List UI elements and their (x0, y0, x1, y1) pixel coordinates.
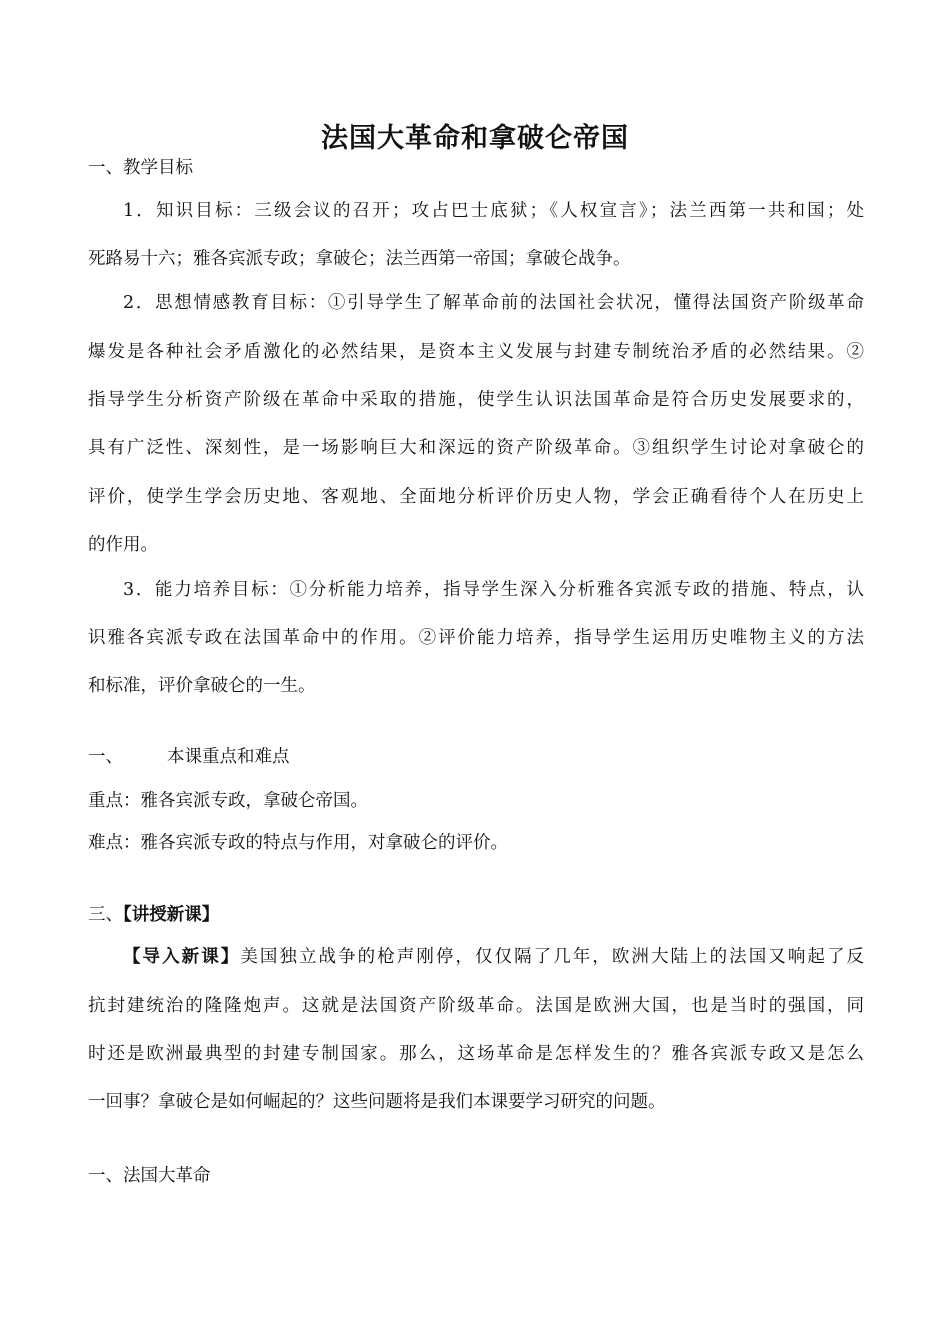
paragraph-line: 和标准，评价拿破仑的一生。 (88, 676, 316, 696)
section-number: 三、 (88, 905, 123, 925)
intro-text: 美国独立战争的枪声刚停，仅仅隔了几年，欧洲大陆上的法国又响起了反 (240, 947, 865, 967)
key-point-line: 重点：雅各宾派专政，拿破仑帝国。 (88, 791, 368, 811)
paragraph-line: 时还是欧洲最典型的封建专制国家。那么，这场革命是怎样发生的？雅各宾派专政又是怎么 (88, 1044, 864, 1064)
difficulty-line: 难点：雅各宾派专政的特点与作用，对拿破仑的评价。 (88, 833, 508, 853)
section-heading-revolution: 一、法国大革命 (88, 1166, 211, 1186)
paragraph-line: 一回事？拿破仑是如何崛起的？这些问题将是我们本课要学习研究的问题。 (88, 1092, 666, 1112)
paragraph-line: 3．能力培养目标：①分析能力培养，指导学生深入分析雅各宾派专政的措施、特点，认 (123, 580, 864, 600)
section-heading-text: 本课重点和难点 (167, 747, 290, 767)
paragraph-line: 评价，使学生学会历史地、客观地、全面地分析评价历史人物，学会正确看待个人在历史上 (88, 487, 864, 507)
paragraph-line: 的作用。 (88, 535, 158, 555)
section-heading-objectives: 一、教学目标 (88, 158, 193, 178)
paragraph-line: 抗封建统治的隆隆炮声。这就是法国资产阶级革命。法国是欧洲大国，也是当时的强国，同 (88, 996, 864, 1016)
paragraph-line: 2．思想情感教育目标：①引导学生了解革命前的法国社会状况，懂得法国资产阶级革命 (123, 293, 864, 313)
paragraph-line: 具有广泛性、深刻性，是一场影响巨大和深远的资产阶级革命。③组织学生讨论对拿破仑的 (88, 438, 864, 458)
page-title: 法国大革命和拿破仑帝国 (321, 123, 629, 154)
paragraph-line: 识雅各宾派专政在法国革命中的作用。②评价能力培养，指导学生运用历史唯物主义的方法 (88, 628, 864, 648)
paragraph-line: 指导学生分析资产阶级在革命中采取的措施，使学生认识法国革命是符合历史发展要求的， (88, 390, 864, 410)
paragraph-line: 1．知识目标：三级会议的召开；攻占巴士底狱；《人权宣言》；法兰西第一共和国；处 (123, 201, 864, 221)
paragraph-line: 爆发是各种社会矛盾激化的必然结果，是资本主义发展与封建专制统治矛盾的必然结果。② (88, 342, 864, 362)
paragraph-line (123, 946, 864, 968)
paragraph-line: 死路易十六；雅各宾派专政；拿破仑；法兰西第一帝国；拿破仑战争。 (88, 249, 631, 269)
section-heading-new-lesson (88, 904, 864, 926)
section-heading-keypoints (88, 746, 864, 768)
section-heading-text: 【讲授新课】 (123, 905, 220, 925)
intro-label: 【导入新课】 (123, 947, 241, 967)
section-number: 一、 (88, 747, 123, 767)
